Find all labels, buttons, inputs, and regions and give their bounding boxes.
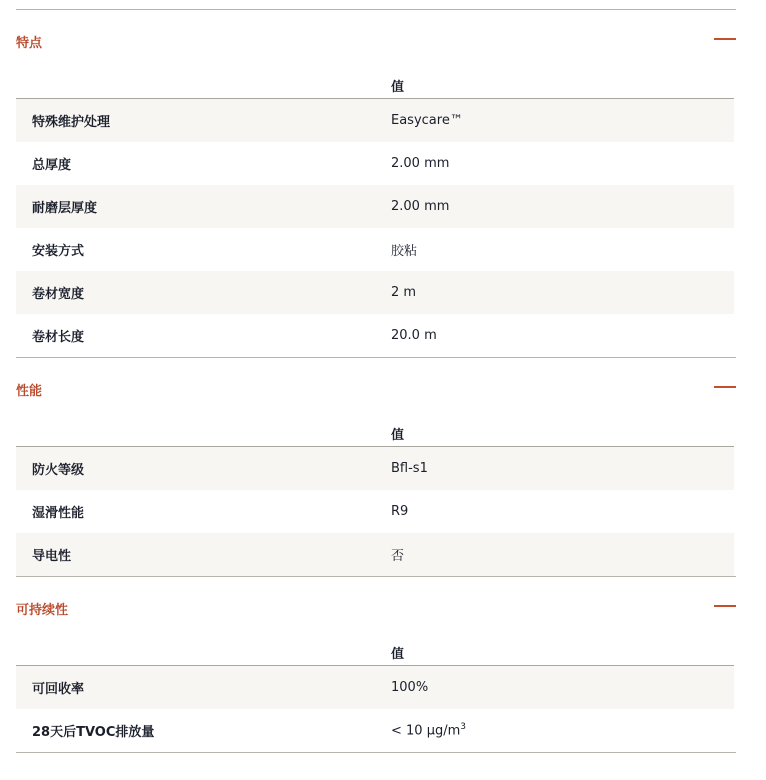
features-table: [16, 99, 734, 357]
section-title: 性能: [16, 384, 43, 399]
bottom-divider: [16, 752, 736, 753]
value-column-label: 值: [391, 428, 405, 443]
table-row: [16, 271, 734, 314]
section-performance: [16, 357, 736, 576]
table-row: [16, 533, 734, 576]
section-features: [16, 9, 736, 357]
row-label: 特殊维护处理: [16, 99, 391, 142]
table-row: [16, 99, 734, 142]
column-header: [16, 68, 734, 99]
row-value: [391, 709, 734, 752]
section-sustainability: [16, 576, 736, 753]
row-value: R9: [391, 504, 409, 519]
row-label: 防火等级: [16, 447, 391, 490]
table-row: [16, 314, 734, 357]
row-label: 耐磨层厚度: [16, 185, 391, 228]
section-features-header[interactable]: [16, 10, 736, 68]
row-value: 否: [391, 533, 734, 576]
collapse-minus-icon[interactable]: [714, 38, 736, 40]
row-value: 2.00 mm: [391, 185, 734, 228]
collapse-minus-icon[interactable]: [714, 386, 736, 388]
table-row: [16, 185, 734, 228]
collapse-minus-icon[interactable]: [714, 605, 736, 607]
value-text: < 10 µg/m: [391, 723, 461, 739]
unit-superscript: 3: [460, 722, 466, 733]
table-row: [16, 228, 734, 271]
row-value: 2.00 mm: [391, 156, 450, 171]
column-header: [16, 635, 734, 666]
row-label: 湿滑性能: [32, 506, 85, 521]
row-value: Easycare™: [391, 99, 734, 142]
row-label: 卷材宽度: [16, 271, 391, 314]
column-header: [16, 416, 734, 447]
table-row: [16, 490, 734, 533]
row-label: 安装方式: [32, 244, 85, 259]
section-performance-header[interactable]: [16, 358, 736, 416]
row-label: 总厚度: [32, 158, 72, 173]
performance-table: [16, 447, 734, 576]
value-column-label: 值: [391, 647, 405, 662]
row-label: 导电性: [16, 533, 391, 576]
row-label: 卷材长度: [32, 330, 85, 345]
row-label: 可回收率: [16, 666, 391, 709]
table-row: [16, 709, 734, 752]
sustainability-table: [16, 666, 734, 752]
row-value: 胶粘: [391, 244, 418, 259]
row-value: 100%: [391, 666, 734, 709]
row-value: 20.0 m: [391, 328, 437, 343]
section-sustainability-header[interactable]: [16, 577, 736, 635]
table-row: [16, 447, 734, 490]
table-row: [16, 666, 734, 709]
row-label: 28天后TVOC排放量: [32, 725, 155, 740]
row-value: Bfl-s1: [391, 447, 734, 490]
section-title: 特点: [16, 36, 43, 51]
value-column-label: 值: [391, 80, 405, 95]
row-value: 2 m: [391, 271, 734, 314]
section-title: 可持续性: [16, 603, 69, 618]
table-row: [16, 142, 734, 185]
